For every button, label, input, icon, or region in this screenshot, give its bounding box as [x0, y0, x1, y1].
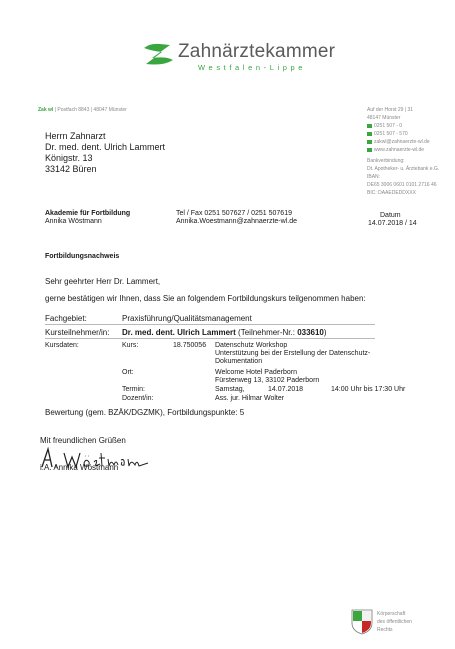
- participant-label: Kursteilnehmer/in:: [45, 328, 110, 337]
- logo-swoosh-icon: [140, 40, 176, 70]
- ort-line-2: Fürstenweg 13, 33102 Paderborn: [215, 377, 320, 384]
- ort-line-1: Welcome Hotel Paderborn: [215, 369, 297, 376]
- kurs-title-3: Dokumentation: [215, 358, 263, 365]
- termin-time: 14:00 Uhr bis 17:30 Uhr: [331, 386, 406, 393]
- phone-icon: [367, 124, 372, 128]
- ref-person: Annika Wöstmann: [45, 218, 102, 225]
- participant-no-suffix: ): [323, 328, 327, 337]
- intro-text: gerne bestätigen wir Ihnen, dass Sie an folgendem Fortbildungskurs teilgenommen haben:: [45, 294, 366, 303]
- footer-line-2: des öffentlichen: [377, 619, 412, 625]
- bank-label: Bankverbindung:: [367, 158, 405, 164]
- footer-line-1: Körperschaft: [377, 611, 406, 617]
- contact-address-1: Auf der Horst 29 | 31: [367, 107, 414, 113]
- coat-of-arms-icon: [351, 609, 373, 635]
- contact-email-value: zakwl@zahnaerzte-wl.de: [374, 139, 430, 145]
- kurs-title-1: Datenschutz Workshop: [215, 342, 288, 349]
- kurs-title-2: Unterstützung bei der Erstellung der Datenschutz-: [215, 350, 371, 357]
- termin-date: 14.07.2018: [268, 386, 304, 393]
- participant-no-prefix: (Teilnehmer-Nr.:: [238, 328, 295, 337]
- recipient-line-4: 33142 Büren: [45, 164, 97, 174]
- org-subtitle: Westfalen-Lippe: [198, 63, 307, 72]
- contact-web: [367, 147, 424, 153]
- recipient-line-2: Dr. med. dent. Ulrich Lammert: [45, 142, 166, 152]
- ref-department: Akademie für Fortbildung: [45, 210, 131, 217]
- fax-icon: [367, 132, 372, 136]
- bank-name: Dt. Apotheker- u. Ärztebank e.G.: [367, 166, 440, 172]
- subject: Fortbildungsnachweis: [45, 253, 120, 260]
- contact-phone-value: 0251 507 - 0: [374, 123, 403, 129]
- web-icon: [367, 148, 372, 152]
- field-value: Praxisführung/Qualitätsmanagement: [122, 314, 252, 323]
- kurs-number: 18.750056: [173, 342, 207, 349]
- dozent-label: Dozent/in:: [122, 395, 154, 402]
- iban: DE65 3006 0601 0101 2716 46: [367, 182, 437, 188]
- sender-line: Zak wl | Postfach 8843 | 48047 Münster: [38, 107, 127, 113]
- ref-tel-fax: Tel / Fax 0251 507627 / 0251 507619: [176, 210, 292, 217]
- divider: [45, 324, 375, 325]
- field-label: Fachgebiet:: [45, 314, 87, 323]
- recipient-line-1: Herrn Zahnarzt: [45, 131, 106, 141]
- closing: Mit freundlichen Grüßen: [40, 436, 126, 445]
- ort-label: Ort:: [122, 369, 134, 376]
- participant: [122, 328, 327, 337]
- iban-label: IBAN:: [367, 174, 381, 180]
- recipient-line-3: Königstr. 13: [45, 153, 93, 163]
- kurs-label: Kurs:: [122, 342, 139, 349]
- contact-fax: [367, 131, 408, 137]
- rating-points: Bewertung (gem. BZÄK/DGZMK), Fortbildungspunkte: 5: [45, 408, 245, 417]
- signatory: i.A. Annika Wöstmann: [40, 463, 119, 472]
- email-icon: [367, 140, 372, 144]
- ref-email: Annika.Woestmann@zahnaerzte-wl.de: [176, 218, 297, 225]
- contact-fax-value: 0251 507 - 570: [374, 131, 408, 137]
- participant-no: 033610: [297, 328, 324, 337]
- contact-email: [367, 139, 430, 145]
- dozent-name: Ass. jur. Hilmar Wolter: [215, 395, 285, 402]
- bic: BIC: DAAEDEDDXXX: [367, 190, 416, 196]
- salutation: Sehr geehrter Herr Dr. Lammert,: [45, 277, 161, 286]
- date-value: 14.07.2018 / 14: [368, 220, 417, 227]
- sender-address: Postfach 8843 | 48047 Münster: [57, 107, 127, 113]
- org-name: Zahnärztekammer: [178, 41, 336, 62]
- course-data-label: Kursdaten:: [45, 342, 79, 349]
- termin-day: Samstag,: [215, 386, 245, 393]
- divider: [45, 338, 375, 339]
- participant-name: Dr. med. dent. Ulrich Lammert: [122, 328, 236, 337]
- date-label: Datum: [380, 212, 401, 219]
- sender-brand: Zak wl: [38, 107, 54, 113]
- contact-address-2: 48147 Münster: [367, 115, 401, 121]
- termin-label: Termin:: [122, 386, 145, 393]
- contact-web-value: www.zahnaerzte-wl.de: [374, 147, 425, 153]
- footer-line-3: Rechts: [377, 627, 393, 633]
- contact-phone: [367, 123, 402, 129]
